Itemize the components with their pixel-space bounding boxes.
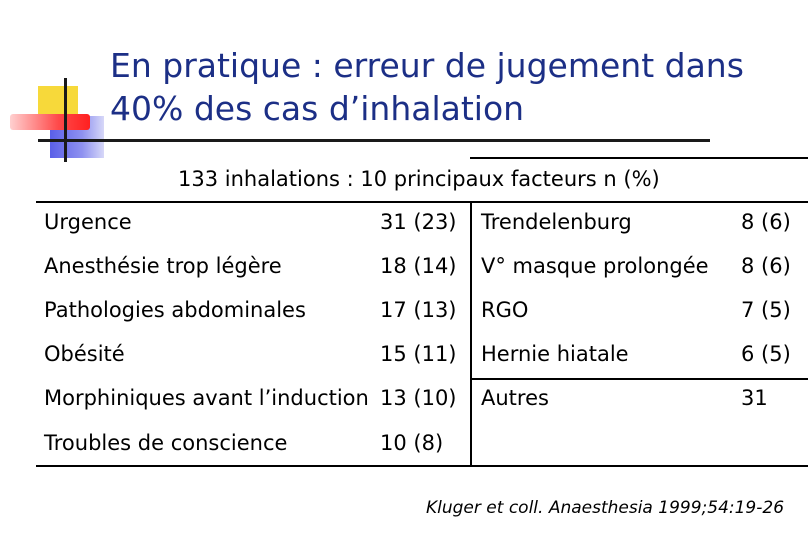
factor-value: 10 (8) [380, 431, 444, 455]
factor-value: 13 (10) [380, 386, 457, 410]
table-column-divider [470, 201, 472, 465]
factor-label: Trendelenburg [481, 210, 632, 234]
slide-title [110, 44, 770, 130]
title-decoration-red-bar [10, 114, 90, 130]
factor-label: Urgence [44, 210, 132, 234]
factor-label: V° masque prolongée [481, 254, 709, 278]
factor-value: 8 (6) [741, 210, 791, 234]
factor-value: 18 (14) [380, 254, 457, 278]
factor-value: 6 (5) [741, 342, 791, 366]
factor-label: Obésité [44, 342, 125, 366]
factor-value: 31 [741, 386, 768, 410]
factor-value: 15 (11) [380, 342, 457, 366]
factor-label: Autres [481, 386, 549, 410]
table-header-rule [470, 157, 808, 159]
slide-title-line-2: 40% des cas d’inhalation [110, 89, 525, 128]
title-underline [38, 139, 710, 142]
factor-label: Anesthésie trop légère [44, 254, 282, 278]
table-bottom-rule [36, 465, 808, 467]
factor-value: 8 (6) [741, 254, 791, 278]
factor-label: Pathologies abdominales [44, 298, 306, 322]
factor-value: 7 (5) [741, 298, 791, 322]
factor-value: 17 (13) [380, 298, 457, 322]
title-decoration-vertical-line [64, 78, 67, 162]
factor-value: 31 (23) [380, 210, 457, 234]
citation: Kluger et coll. Anaesthesia 1999;54:19-26 [426, 498, 785, 518]
table-right-bottom-rule [470, 378, 808, 380]
table-caption: 133 inhalations : 10 principaux facteurs n (%) [178, 167, 660, 191]
factor-label: Hernie hiatale [481, 342, 629, 366]
factor-label: Troubles de conscience [44, 431, 288, 455]
table-top-rule [36, 201, 808, 203]
factor-label: RGO [481, 298, 529, 322]
slide-title-line-1: En pratique : erreur de jugement dans [110, 46, 744, 85]
factor-label: Morphiniques avant l’induction [44, 386, 369, 410]
